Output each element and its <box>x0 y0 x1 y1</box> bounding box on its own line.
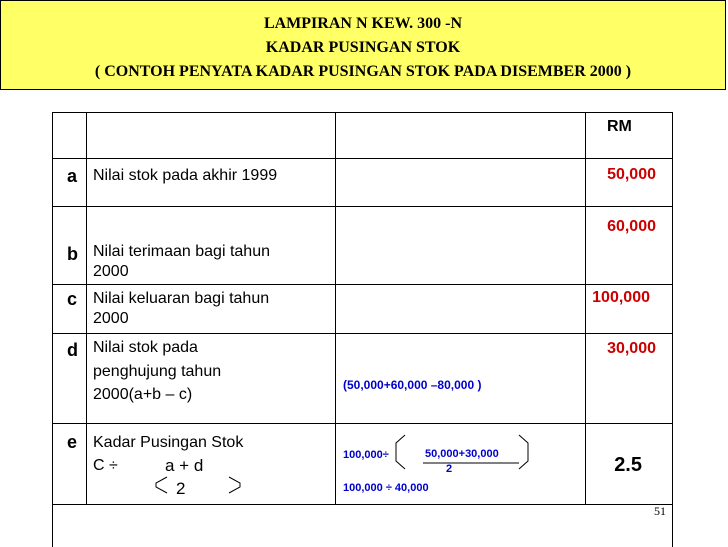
row-c-description-2: 2000 <box>93 310 129 327</box>
row-d-description-2: penghujung tahun <box>93 363 222 380</box>
row-letter-e: e <box>67 432 78 452</box>
row-d-description-3: 2000(a+b – c) <box>93 386 193 403</box>
row-d-calculation: (50,000+60,000 –80,000 ) <box>343 378 482 392</box>
title-line-2: KADAR PUSINGAN STOK <box>265 39 461 56</box>
row-letter-d: d <box>67 340 78 360</box>
title-line-1: LAMPIRAN N KEW. 300 -N <box>263 15 463 32</box>
row-e-amount: 2.5 <box>614 454 642 476</box>
row-letter-b: b <box>67 244 78 264</box>
row-letter-a: a <box>67 166 78 186</box>
row-b-description-1: Nilai terimaan bagi tahun <box>93 243 270 260</box>
formula-numerator: a + d <box>165 456 204 475</box>
formula-denominator: 2 <box>176 479 186 498</box>
row-d-amount: 30,000 <box>607 340 656 357</box>
row-c-description-1: Nilai keluaran bagi tahun <box>93 290 270 307</box>
formula-bracket-icon <box>153 473 243 497</box>
row-divider <box>53 158 672 159</box>
row-a-amount: 50,000 <box>607 166 656 183</box>
row-e-description: Kadar Pusingan Stok <box>93 434 244 451</box>
row-d-description-1: Nilai stok pada <box>93 339 198 356</box>
row-a-description: Nilai stok pada akhir 1999 <box>93 167 278 184</box>
stock-turnover-table <box>52 112 673 547</box>
row-divider <box>53 206 672 207</box>
row-e-calc-left: 100,000÷ <box>343 449 389 461</box>
row-e-calc-denominator: 2 <box>446 463 453 475</box>
row-c-amount: 100,000 <box>592 289 650 306</box>
row-e-calc-result: 100,000 ÷ 40,000 <box>343 482 429 494</box>
row-b-amount: 60,000 <box>607 218 656 235</box>
title-banner <box>0 0 726 90</box>
page-number: 51 <box>654 504 666 518</box>
row-e-calc-numerator: 50,000+30,000 <box>425 448 499 460</box>
row-b-description-2: 2000 <box>93 263 129 280</box>
row-divider <box>53 284 672 285</box>
formula-c-divide: C ÷ <box>93 457 118 474</box>
col-divider-2 <box>335 113 336 504</box>
col-divider-1 <box>86 113 87 504</box>
currency-header: RM <box>607 118 632 135</box>
row-letter-c: c <box>67 289 78 309</box>
col-divider-3 <box>585 113 586 504</box>
title-line-3: ( CONTOH PENYATA KADAR PUSINGAN STOK PADA DISEMBER 2000 ) <box>94 63 632 80</box>
row-divider <box>53 333 672 334</box>
row-divider <box>53 423 672 424</box>
row-divider <box>53 504 672 505</box>
